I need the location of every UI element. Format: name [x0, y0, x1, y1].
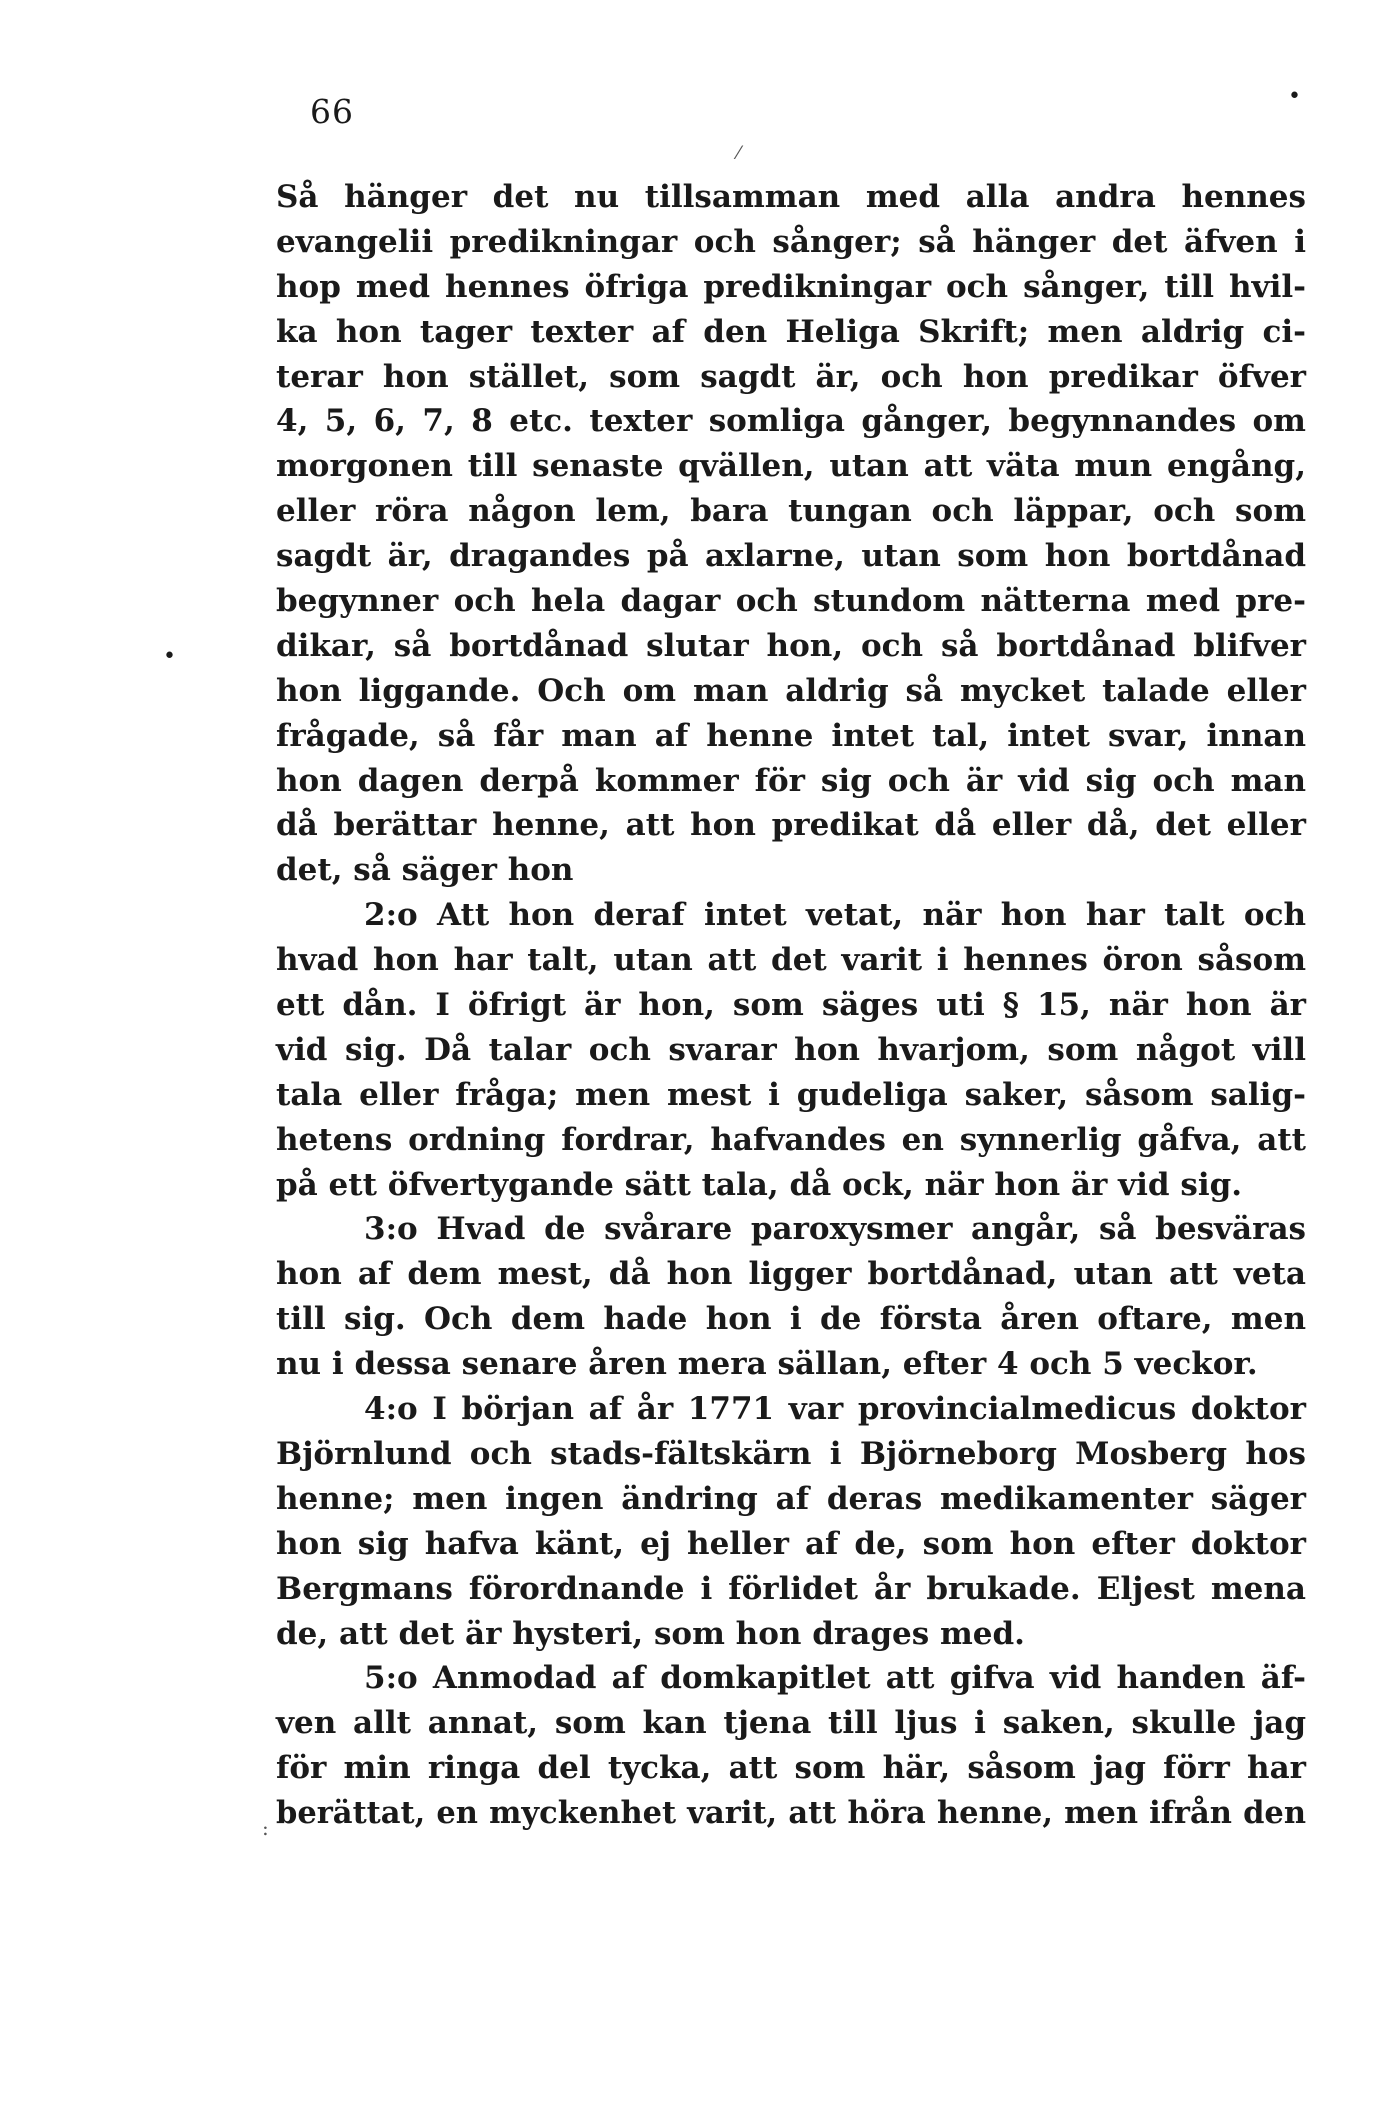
text-line: begynner och hela dagar och stundom nätterna med pre- — [276, 583, 1306, 620]
text-line: terar hon stället, som sagdt är, och hon predikar öfver — [276, 358, 1306, 395]
text-line: hvad hon har talt, utan att det varit i hennes öron såsom — [276, 942, 1306, 979]
text-line: berättat, en myckenhet varit, att höra henne, men ifrån den — [276, 1795, 1306, 1832]
text-line: då berättar henne, att hon predikat då eller då, det eller — [276, 807, 1306, 844]
text-line: sagdt är, dragandes på axlarne, utan som hon bortdånad — [276, 538, 1306, 575]
text-line: på ett öfvertygande sätt tala, då ock, när hon är vid sig. — [276, 1166, 1243, 1203]
text-line: morgonen till senaste qvällen, utan att väta mun engång, — [276, 448, 1306, 485]
margin-colon-mark: : — [262, 1816, 269, 1840]
text-line: frågade, så får man af henne intet tal, intet svar, innan — [276, 717, 1306, 754]
body-text — [276, 175, 1306, 1836]
text-line: tala eller fråga; men mest i gudeliga saker, såsom salig- — [276, 1076, 1306, 1113]
text-line: hon af dem mest, då hon ligger bortdånad, utan att veta — [276, 1256, 1306, 1293]
text-line: 4:o I början af år 1771 var provincialmedicus doktor — [364, 1391, 1306, 1428]
text-line: vid sig. Då talar och svarar hon hvarjom, som något vill — [276, 1031, 1306, 1068]
margin-bullet-mark: • — [163, 644, 176, 669]
text-line: hon liggande. Och om man aldrig så mycket talade eller — [276, 672, 1306, 709]
text-line: ven allt annat, som kan tjena till ljus i saken, skulle jag — [276, 1705, 1306, 1742]
text-line: nu i dessa senare åren mera sällan, efter 4 och 5 veckor. — [276, 1346, 1258, 1383]
text-line: Så hänger det nu tillsamman med alla andra hennes — [276, 179, 1306, 215]
text-line: Bergmans förordnande i förlidet år brukade. Eljest mena — [276, 1570, 1306, 1607]
text-line: 4, 5, 6, 7, 8 etc. texter somliga gånger, begynnandes om — [276, 403, 1306, 440]
text-line: eller röra någon lem, bara tungan och läppar, och som — [276, 493, 1306, 530]
margin-dot-mark: • — [1288, 84, 1301, 109]
text-line: henne; men ingen ändring af deras medikamenter säger — [276, 1480, 1306, 1517]
text-line: ett dån. I öfrigt är hon, som säges uti § 15, när hon är — [276, 987, 1306, 1024]
text-line: för min ringa del tycka, att som här, såsom jag förr har — [276, 1750, 1306, 1787]
text-line: 2:o Att hon deraf intet vetat, när hon har talt och — [364, 897, 1306, 934]
text-line: hon sig hafva känt, ej heller af de, som hon efter doktor — [276, 1525, 1306, 1562]
text-line: hetens ordning fordrar, hafvandes en synnerlig gåfva, att — [276, 1121, 1306, 1158]
text-line: 5:o Anmodad af domkapitlet att gifva vid handen äf- — [364, 1660, 1306, 1697]
text-line: hon dagen derpå kommer för sig och är vid sig och man — [276, 762, 1306, 799]
margin-tick-mark: ⁄ — [737, 143, 741, 164]
text-line: 3:o Hvad de svårare paroxysmer angår, så besväras — [364, 1211, 1306, 1248]
text-line: dikar, så bortdånad slutar hon, och så bortdånad blifver — [276, 627, 1306, 664]
text-line: det, så säger hon — [276, 852, 574, 889]
text-line: till sig. Och dem hade hon i de första åren oftare, men — [276, 1301, 1306, 1338]
page-number: 66 — [310, 92, 354, 131]
text-line: hop med hennes öfriga predikningar och sånger, till hvil- — [276, 268, 1306, 305]
text-line: evangelii predikningar och sånger; så hänger det äfven i — [276, 223, 1306, 260]
text-line: Björnlund och stads-fältskärn i Björneborg Mosberg hos — [276, 1435, 1306, 1472]
text-line: ka hon tager texter af den Heliga Skrift; men aldrig ci- — [276, 313, 1306, 350]
text-line: de, att det är hysteri, som hon drages med. — [276, 1615, 1025, 1652]
